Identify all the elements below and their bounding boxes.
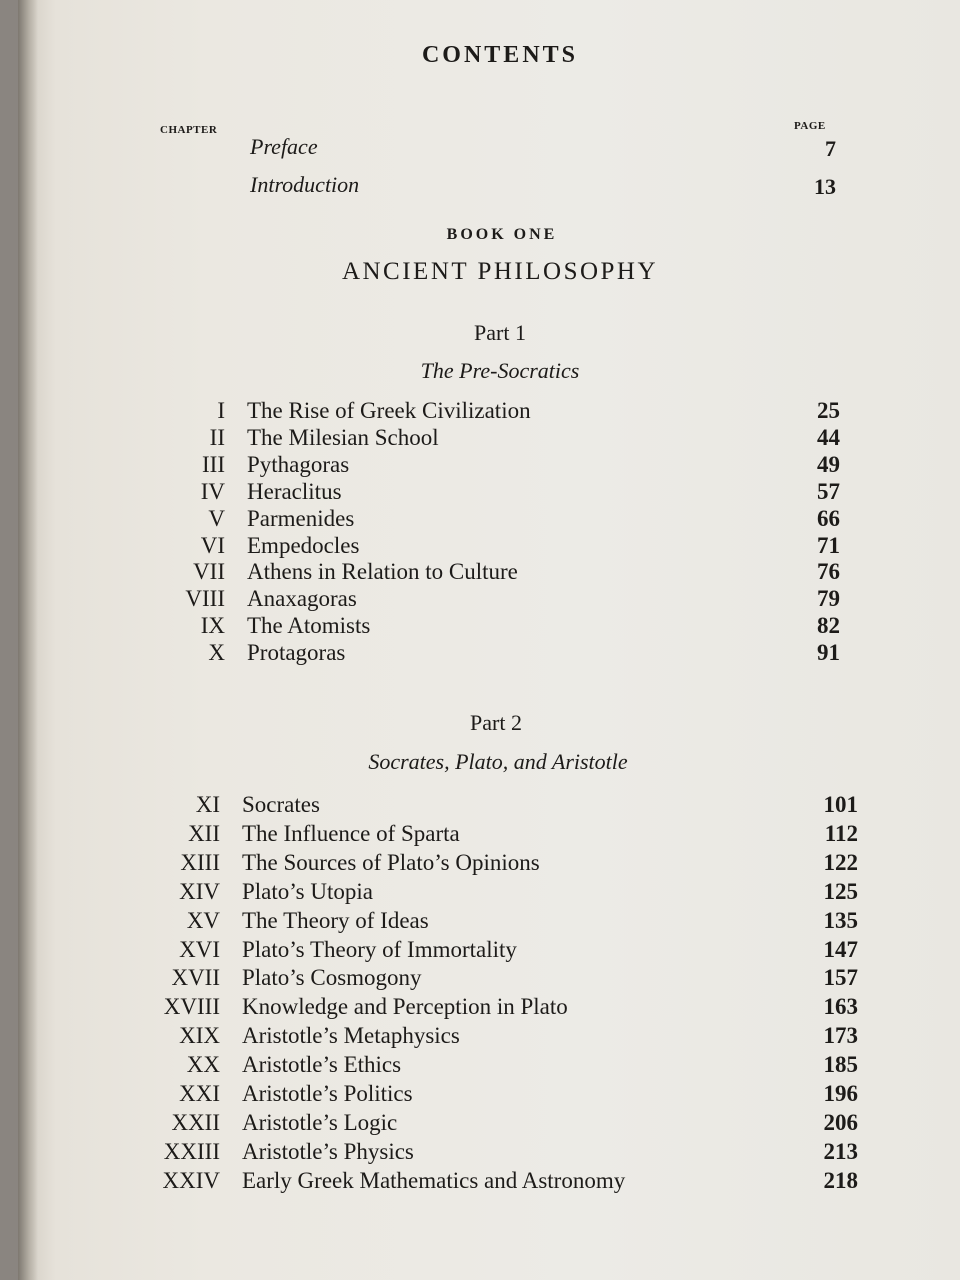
toc-row [18, 1168, 918, 1196]
toc-row [18, 533, 918, 561]
toc-row [18, 479, 918, 507]
toc-row [18, 879, 918, 907]
part-1-number: Part 1 [474, 320, 526, 345]
toc-row [18, 850, 918, 878]
chapter-title: The Milesian School [247, 424, 439, 450]
chapter-page-number: 44 [817, 424, 840, 450]
chapter-page-number: 76 [817, 559, 840, 585]
chapter-page-number: 49 [817, 451, 840, 477]
chapter-numeral: XIII [180, 849, 220, 875]
toc-row [18, 559, 918, 587]
chapter-page-number: 79 [817, 586, 840, 612]
chapter-title: Plato’s Theory of Immortality [242, 936, 517, 962]
chapter-title: Plato’s Utopia [242, 878, 373, 904]
toc-row [18, 1023, 918, 1051]
chapter-title: Aristotle’s Politics [242, 1081, 413, 1106]
chapter-page-number: 135 [823, 907, 858, 933]
toc-row [18, 1081, 918, 1109]
chapter-title: Aristotle’s Logic [242, 1109, 398, 1135]
toc-row [18, 1052, 918, 1080]
chapter-numeral: III [202, 451, 225, 477]
book-label: BOOK ONE [446, 226, 558, 243]
chapter-page-number: 147 [823, 936, 858, 962]
toc-row [18, 937, 918, 965]
toc-row [18, 1110, 918, 1138]
book-title: ANCIENT PHILOSOPHY [341, 258, 659, 285]
toc-row [18, 640, 918, 668]
chapter-page-number: 71 [817, 532, 840, 558]
chapter-page-number: 57 [817, 478, 840, 504]
chapter-numeral: XXII [171, 1109, 220, 1135]
chapter-title: Knowledge and Perception in Plato [242, 994, 568, 1020]
chapter-page-number: 206 [823, 1109, 858, 1135]
chapter-page-number: 91 [817, 640, 840, 666]
toc-row [18, 965, 918, 993]
chapter-numeral: VII [193, 559, 225, 585]
page-column-label: PAGE [794, 120, 826, 132]
chapter-numeral: XIX [179, 1023, 220, 1049]
part-2-title: Socrates, Plato, and Aristotle [368, 749, 628, 774]
chapter-numeral: IV [200, 478, 225, 504]
chapter-page-number: 163 [823, 994, 858, 1020]
chapter-numeral: XIV [179, 878, 220, 904]
chapter-title: Socrates [242, 792, 320, 817]
chapter-title: The Rise of Greek Civilization [247, 398, 531, 423]
part-2-number: Part 2 [470, 710, 522, 735]
chapter-title: The Theory of Ideas [242, 907, 429, 933]
chapter-title: Early Greek Mathematics and Astronomy [242, 1167, 626, 1193]
chapter-page-number: 122 [823, 849, 858, 875]
chapter-numeral: XXIII [163, 1138, 220, 1164]
chapter-numeral: XI [195, 792, 220, 817]
chapter-numeral: I [217, 398, 225, 423]
chapter-page-number: 218 [823, 1167, 858, 1193]
front-matter-preface: Preface [250, 134, 318, 159]
book-page [18, 0, 960, 1280]
toc-row [18, 1139, 918, 1167]
toc-row [18, 506, 918, 534]
front-matter-introduction-page: 13 [814, 174, 836, 199]
chapter-page-number: 101 [823, 792, 858, 817]
chapter-numeral: IX [200, 613, 225, 639]
chapter-page-number: 66 [817, 505, 840, 531]
chapter-page-number: 185 [823, 1052, 858, 1078]
chapter-title: The Influence of Sparta [242, 820, 460, 846]
chapter-page-number: 157 [823, 965, 858, 991]
chapter-page-number: 125 [823, 878, 858, 904]
toc-row [18, 425, 918, 453]
chapter-title: The Atomists [247, 613, 371, 639]
chapter-page-number: 112 [824, 820, 858, 846]
chapter-title: Heraclitus [247, 478, 342, 504]
contents-title: CONTENTS [421, 42, 579, 68]
chapter-numeral: II [209, 424, 225, 450]
toc-row [18, 613, 918, 641]
chapter-title: Plato’s Cosmogony [242, 965, 422, 991]
chapter-title: Anaxagoras [247, 586, 357, 612]
chapter-numeral: XVIII [163, 994, 220, 1020]
chapter-title: The Sources of Plato’s Opinions [242, 849, 540, 875]
toc-row [18, 792, 918, 820]
chapter-title: Aristotle’s Ethics [242, 1052, 402, 1078]
chapter-numeral: XII [188, 820, 220, 846]
part-1-title: The Pre-Socratics [420, 358, 580, 383]
chapter-numeral: XXI [179, 1081, 220, 1106]
chapter-page-number: 82 [817, 613, 840, 639]
chapter-title: Empedocles [247, 532, 360, 558]
toc-row [18, 398, 918, 426]
toc-row [18, 821, 918, 849]
toc-row [18, 994, 918, 1022]
chapter-numeral: XVI [179, 936, 220, 962]
front-matter-preface-page: 7 [825, 136, 836, 161]
chapter-page-number: 196 [823, 1081, 858, 1106]
chapter-numeral: X [208, 640, 225, 666]
chapter-numeral: XV [186, 907, 220, 933]
chapter-page-number: 25 [817, 398, 840, 423]
chapter-title: Athens in Relation to Culture [247, 559, 518, 585]
chapter-numeral: VIII [185, 586, 225, 612]
chapter-numeral: XX [186, 1052, 220, 1078]
chapter-page-number: 173 [823, 1023, 858, 1049]
chapter-title: Aristotle’s Physics [242, 1138, 414, 1164]
chapter-title: Pythagoras [247, 451, 350, 477]
chapter-numeral: XVII [171, 965, 220, 991]
chapter-numeral: V [208, 505, 225, 531]
toc-row [18, 908, 918, 936]
chapter-title: Parmenides [247, 505, 355, 531]
chapter-page-number: 213 [823, 1138, 858, 1164]
chapter-title: Aristotle’s Metaphysics [242, 1023, 460, 1049]
front-matter-introduction: Introduction [250, 172, 360, 197]
chapter-title: Protagoras [247, 640, 346, 666]
chapter-column-label: CHAPTER [160, 124, 218, 136]
toc-row [18, 452, 918, 480]
chapter-numeral: VI [200, 532, 225, 558]
toc-row [18, 586, 918, 614]
chapter-numeral: XXIV [162, 1167, 220, 1193]
